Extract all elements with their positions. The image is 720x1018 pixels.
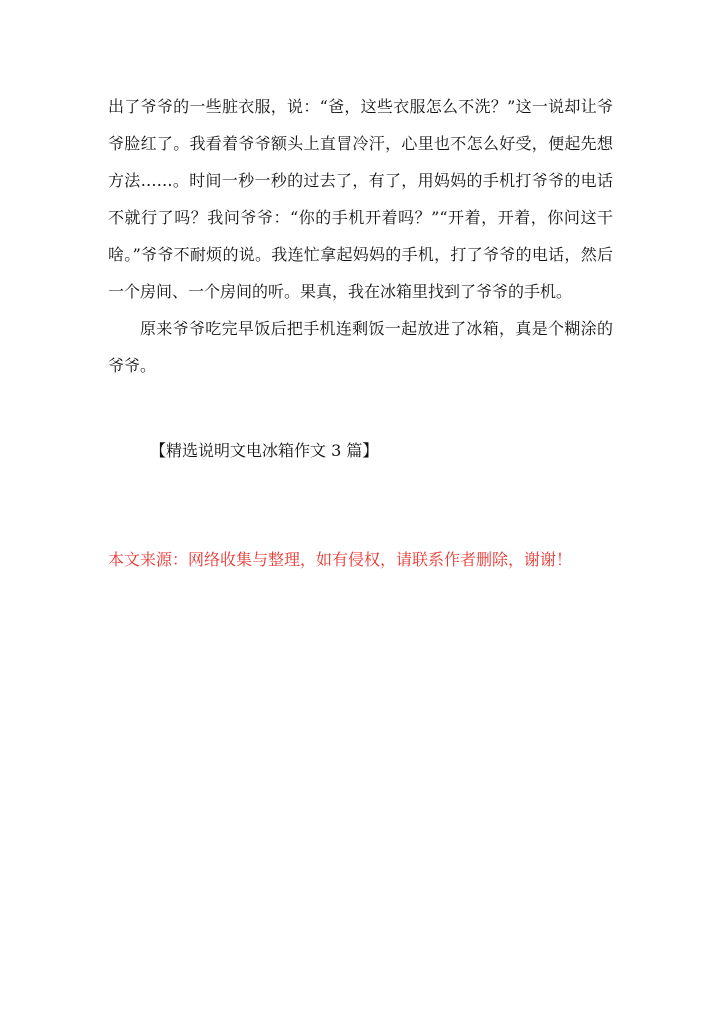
essay-body: [108, 88, 613, 384]
essay-paragraph-1: 出了爷爷的一些脏衣服，说：“爸，这些衣服怎么不洗？”这一说却让爷爷脸红了。我看着爷爷额头上直冒冷汗，心里也不怎么好受，便起先想方法……。时间一秒一秒的过去了，有了，用妈妈的手机打爷爷的电话不就行了吗？我问爷爷：“你的手机开着吗？”“开着，开着，你问这干啥。”爷爷不耐烦的说。我连忙拿起妈妈的手机，打了爷爷的电话，然后一个房间、一个房间的听。果真，我在冰箱里找到了爷爷的手机。: [108, 97, 613, 301]
source-disclaimer: 本文来源：网络收集与整理，如有侵权，请联系作者删除，谢谢！: [108, 550, 573, 569]
essay-paragraph-2: 原来爷爷吃完早饭后把手机连剩饭一起放进了冰箱，真是个糊涂的爷爷。: [108, 319, 613, 375]
section-heading: 【精选说明文电冰箱作文 3 篇】: [150, 441, 379, 460]
